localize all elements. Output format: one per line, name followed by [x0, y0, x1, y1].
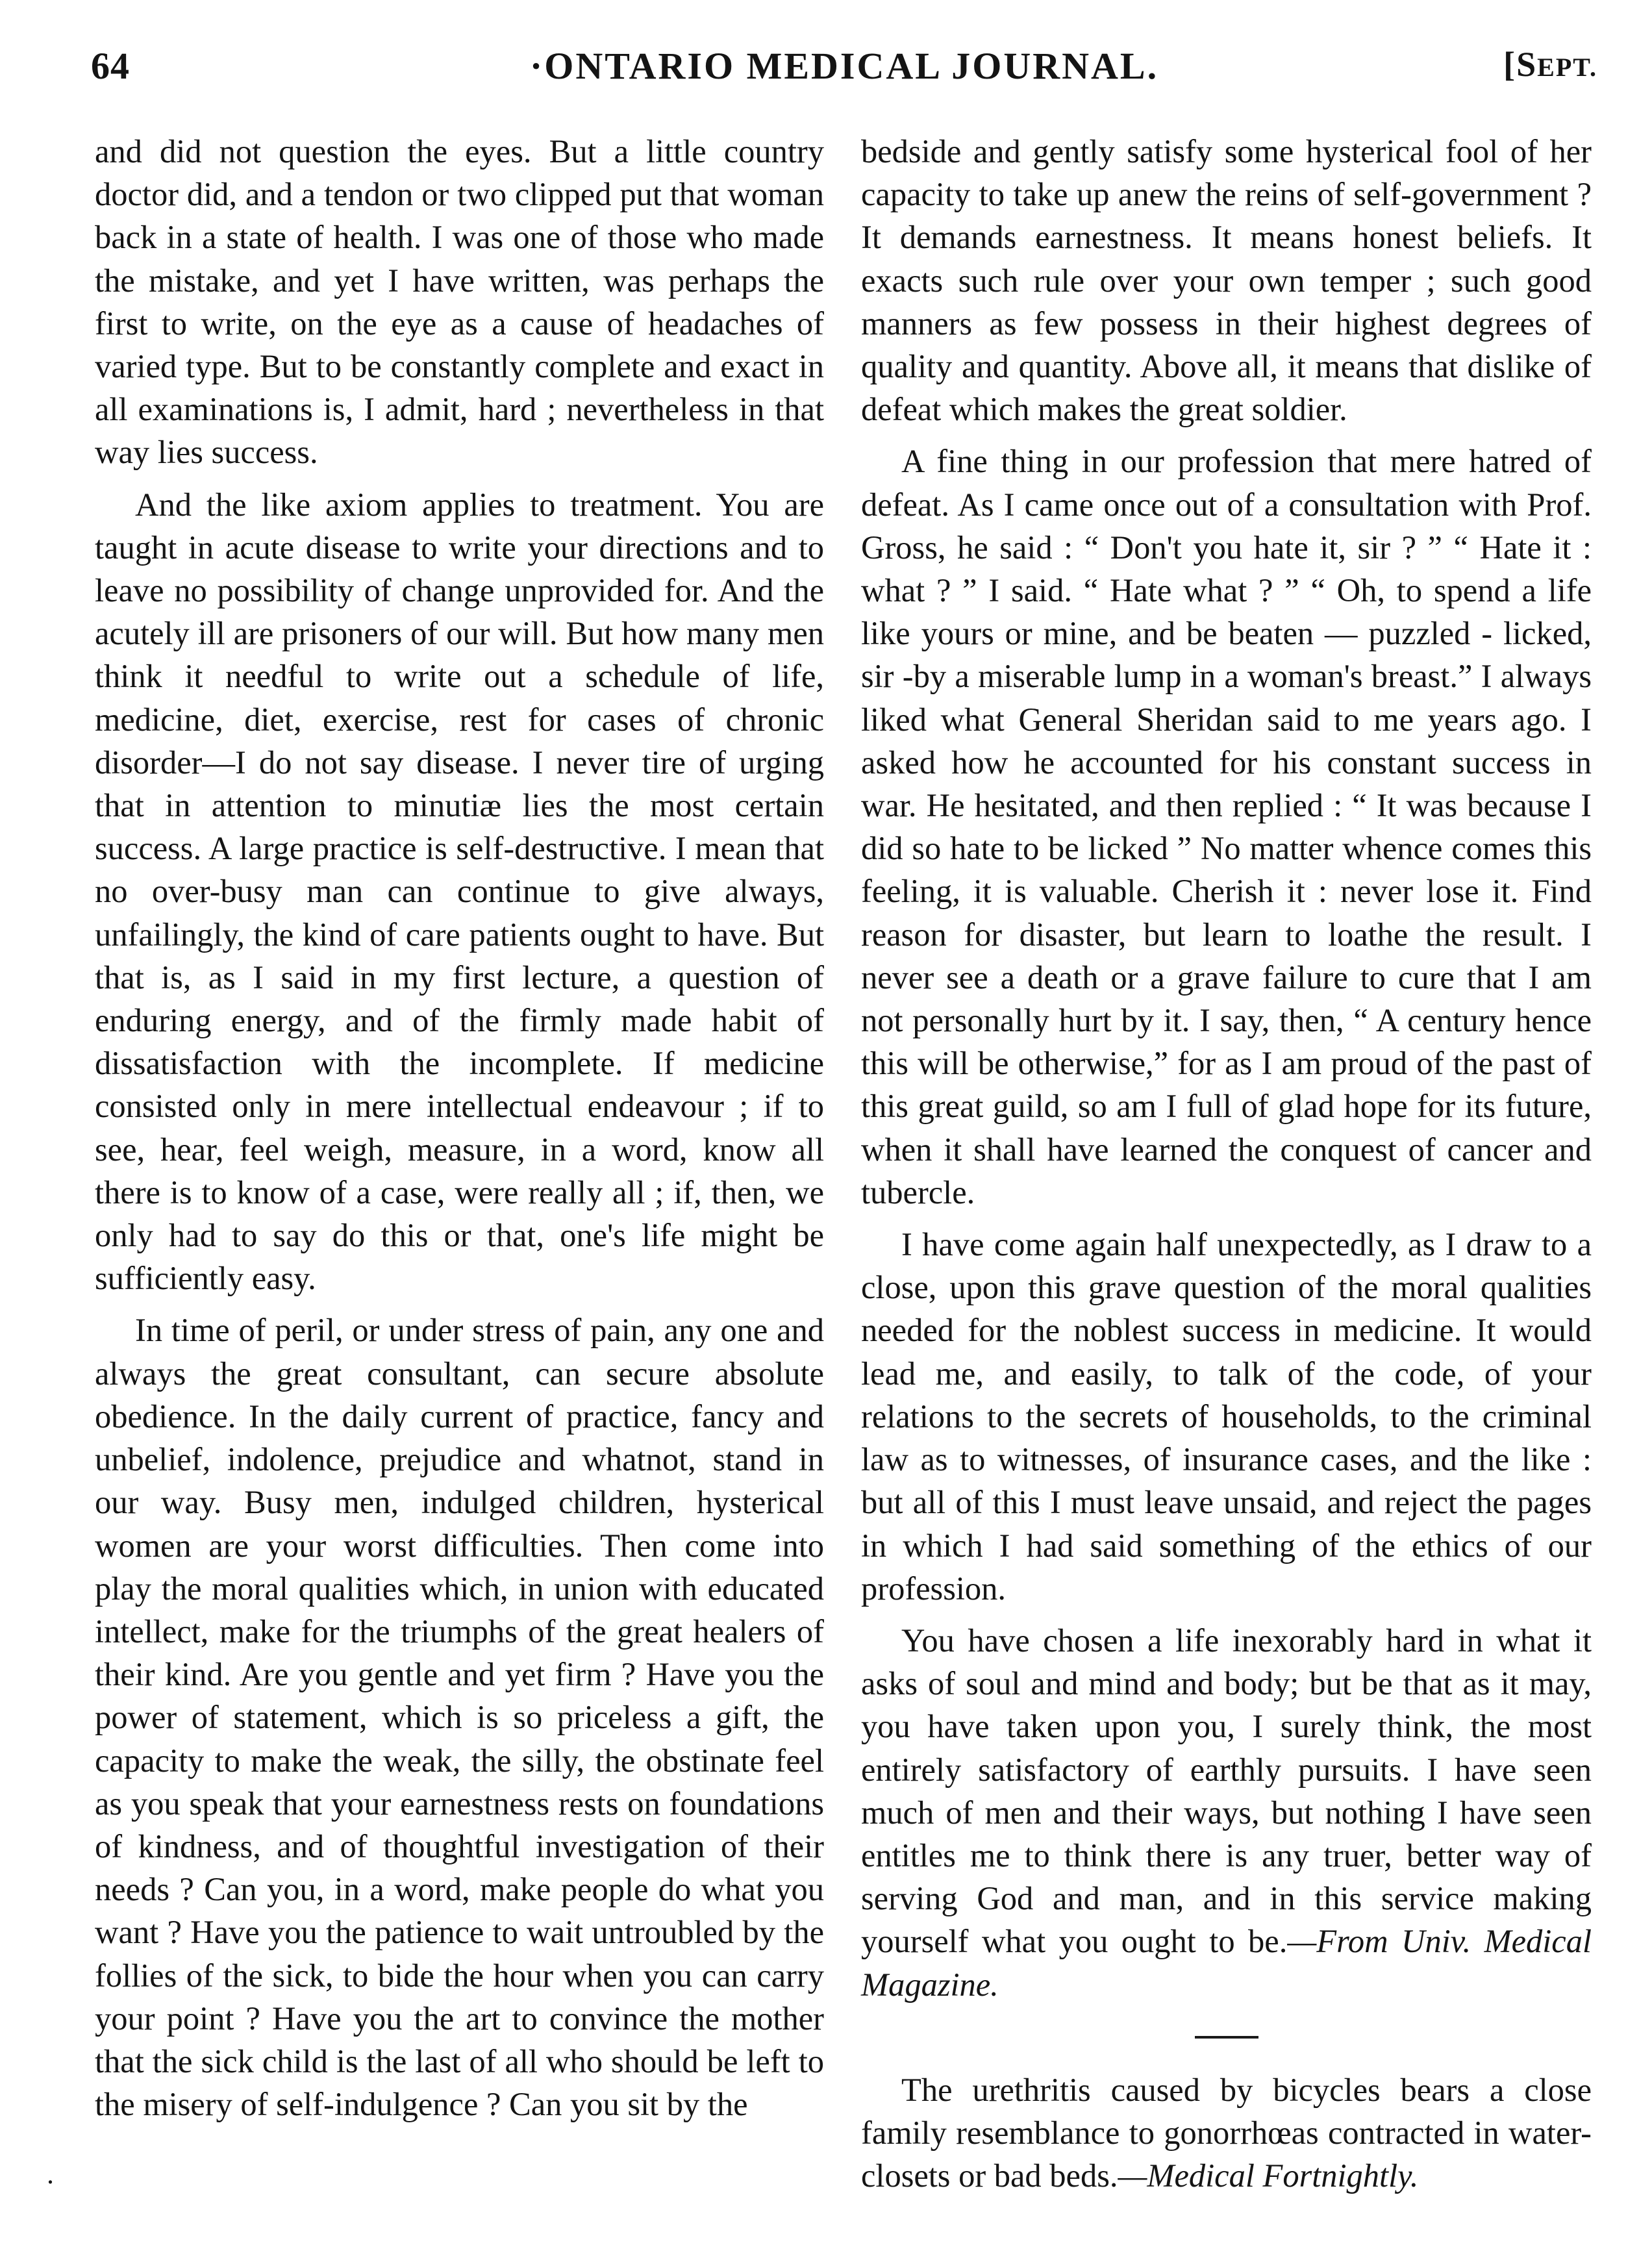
- paragraph: In time of peril, or under stress of pain, any one and always the great consultant, can secure absolute obedience. In the daily current of practice, fancy and unbelief, indolence, prejudice and whatnot, stand in our way. Busy men, indulged children, hysterical women are your worst difficulties. Then come into play the moral qualities which, in union with educated intellect, make for the triumphs of the great healers of their kind. Are you gentle and yet firm ? Have you the power of statement, which is so priceless a gift, the capacity to make the weak, the silly, the obstinate feel as you speak that your earnestness rests on foundations of kindness, and of thoughtful investigation of their needs ? Can you, in a word, make people do what you want ? Have you the patience to wait untroubled by the follies of the sick, to bide the hour when you can carry your point ? Have you the art to convince the mother that the sick child is the last of all who should be left to the misery of self-indulgence ? Can you sit by the: [95, 1312, 824, 2123]
- issue-month-rest: EPT.: [1537, 53, 1597, 82]
- paragraph: and did not question the eyes. But a little country doctor did, and a tendon or two clipped put that woman back in a state of health. I was one of those who made the mistake, and yet I have written, was perhaps the first to write, on the eye as a cause of headaches of varied type. But to be constantly complete and exact in all examinations is, I admit, hard ; nevertheless in that way lies success.: [95, 133, 824, 471]
- note-text: The urethritis caused by bicycles bears a close family resemblance to gonorrhœas contracted in water-closets or bad beds.: [861, 2071, 1592, 2194]
- left-column: [95, 130, 824, 2126]
- issue-month-prefix: [S: [1503, 45, 1538, 84]
- right-column: [861, 130, 1592, 2197]
- issue-month: [1503, 44, 1597, 84]
- section-divider: [1195, 2036, 1258, 2039]
- paragraph: And the like axiom applies to treatment. You are taught in acute disease to write your directions and to leave no possibility of change unprovided for. And the acutely ill are prisoners of our will. But how many men think it needful to write out a schedule of life, medicine, diet, exercise, rest for cases of chronic disorder—I do not say disease. I never tire of urging that in attention to minutiæ lies the most certain success. A large practice is self-destructive. I mean that no over-busy man can continue to give always, unfailingly, the kind of care patients ought to have. But that is, as I said in my first lecture, a question of enduring energy, and of the firmly made habit of dissatisfaction with the incomplete. If medicine consisted only in mere intellectual endeavour ; if to see, hear, feel weigh, measure, in a word, know all there is to know of a case, were really all ; if, then, we only had to say do this or that, one's life might be sufficiently easy.: [95, 486, 824, 1297]
- page-header: [91, 44, 1597, 103]
- journal-title: ·ONTARIO MEDICAL JOURNAL.: [529, 45, 1159, 87]
- paragraph: I have come again half unexpectedly, as I draw to a close, upon this grave question of the moral qualities needed for the noblest success in medicine. It would lead me, and easily, to talk of the code, of your relations to the secrets of households, to the criminal law as to witnesses, of insurance cases, and the like : but all of this I must leave unsaid, and reject the pages in which I had said something of the ethics of our profession.: [861, 1226, 1592, 1607]
- margin-mark: .: [47, 2158, 54, 2190]
- note-paragraph: [861, 2068, 1592, 2198]
- closing-paragraph-source: —From Univ. Medical Magazine.: [861, 1923, 1592, 2003]
- note-source: —Medical Fortnightly.: [1118, 2157, 1419, 2194]
- page-number: 64: [91, 45, 130, 87]
- paragraph: bedside and gently satisfy some hysterical fool of her capacity to take up anew the reins of self-government ? It demands earnestness. It means honest beliefs. It exacts such rule over your own temper ; such good manners as few possess in their highest degrees of quality and quantity. Above all, it means that dislike of defeat which makes the great soldier.: [861, 133, 1592, 428]
- closing-paragraph: [861, 1619, 1592, 2006]
- paragraph: A fine thing in our profession that mere hatred of defeat. As I came once out of a consultation with Prof. Gross, he said : “ Don't you hate it, sir ? ” “ Hate it : what ? ” I said. “ Hate what ? ” “ Oh, to spend a life like yours or mine, and be beaten — puzzled - licked, sir -by a miserable lump in a woman's breast.” I always liked what General Sheridan said to me years ago. I asked how he accounted for his constant success in war. He hesitated, and then replied : “ It was because I did so hate to be licked ” No matter whence comes this feeling, it is valuable. Cherish it : never lose it. Find reason for disaster, but learn to loathe the result. I never see a death or a grave failure to cure that I am not personally hurt by it. I say, then, “ A century hence this will be otherwise,” for as I am proud of the past of this great guild, so am I full of glad hope for its future, when it shall have learned the conquest of cancer and tubercle.: [861, 443, 1592, 1211]
- closing-paragraph-text: You have chosen a life inexorably hard in what it asks of soul and mind and body; but be that as it may, you have taken upon you, I surely think, the most entirely satisfactory of earthly pursuits. I have seen much of men and their ways, but nothing I have seen entitles me to think there is any truer, better way of serving God and man, and in this service making yourself what you ought to be.: [861, 1622, 1592, 1960]
